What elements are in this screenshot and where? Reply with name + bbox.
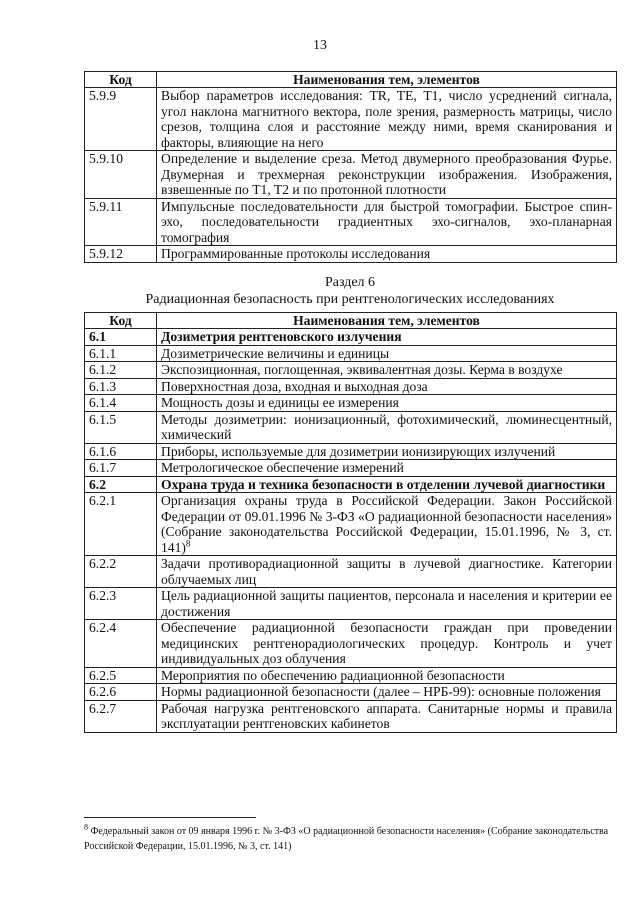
- row-text-content: Цель радиационной защиты пациентов, персонала и населения и критерии ее достижения: [161, 588, 612, 619]
- row-code: 5.9.9: [85, 88, 157, 151]
- row-text-content: Определение и выделение среза. Метод двумерного преобразования Фурье. Двумерная и трехмерная реконструкции изображения. Изображения, взвешенные по T1, T2 и по протонной плотности: [161, 151, 612, 197]
- row-code: 6.2.5: [85, 667, 157, 684]
- row-text-content: Задачи противорадиационной защиты в лучевой диагностике. Категории облучаемых лиц: [161, 556, 612, 587]
- row-text: [157, 493, 617, 556]
- row-code: 6.1.5: [85, 411, 157, 443]
- header-code: Код: [85, 313, 157, 329]
- table-row: [85, 588, 617, 620]
- section-subtitle: Радиационная безопасность при рентгенологических исследованиях: [145, 292, 555, 307]
- table-row: [85, 378, 617, 395]
- header-name: Наименования тем, элементов: [157, 313, 617, 329]
- row-code: 5.9.11: [85, 198, 157, 246]
- table-row: [85, 246, 617, 263]
- row-text: [157, 700, 617, 732]
- row-text-content: Приборы, используемые для дозиметрии ионизирующих излучений: [161, 443, 556, 459]
- row-text-content: Мероприятия по обеспечению радиационной безопасности: [161, 667, 505, 683]
- footnote-mark: 8: [84, 822, 88, 832]
- row-text: [157, 345, 617, 362]
- row-text-content: Программированные протоколы исследования: [161, 246, 431, 261]
- table-row: [85, 411, 617, 443]
- table-row: [85, 460, 617, 477]
- table-header-row: [85, 72, 617, 88]
- row-code: 6.2.2: [85, 556, 157, 588]
- row-text: [157, 395, 617, 412]
- header-name: Наименования тем, элементов: [157, 72, 617, 88]
- table-row: [85, 684, 617, 701]
- header-code: Код: [85, 72, 157, 88]
- page-number: 13: [313, 38, 327, 53]
- row-text: [157, 411, 617, 443]
- table-row: [85, 443, 617, 460]
- footnote: [84, 824, 624, 854]
- row-text: [157, 620, 617, 668]
- row-text: [157, 460, 617, 477]
- row-code: 6.1.2: [85, 362, 157, 379]
- row-text: [157, 476, 617, 493]
- footnote-text: Федеральный закон от 09 января 1996 г. № 3-ФЗ «О радиационной безопасности населения» (Собрание законодательства Российской Федерации, 15.01.1996, № 3, ст. 141): [84, 826, 609, 852]
- table-row: [85, 345, 617, 362]
- row-text-content: Дозиметрия рентгеновского излучения: [161, 329, 402, 344]
- row-code: 6.1.1: [85, 345, 157, 362]
- row-text: [157, 362, 617, 379]
- table-row: [85, 493, 617, 556]
- table-row: [85, 620, 617, 668]
- footnote-ref: 8: [185, 537, 191, 548]
- row-text-content: Выбор параметров исследования: TR, TE, T1, число усреднений сигнала, угол наклона магнитного вектора, поле зрения, размерность матрицы, число срезов, толщина слоя и расстояние между ними, время сканирования и факторы, влияющие на него: [161, 88, 612, 150]
- row-code: 6.1.7: [85, 460, 157, 477]
- row-text: [157, 588, 617, 620]
- row-code: 6.2: [85, 476, 157, 493]
- row-code: 6.2.4: [85, 620, 157, 668]
- row-code: 6.2.1: [85, 493, 157, 556]
- row-text-content: Обеспечение радиационной безопасности граждан при проведении медицинских рентгенорадиологических процедур. Контроль и учет индивидуальных доз облучения: [161, 620, 612, 666]
- row-code: 6.2.3: [85, 588, 157, 620]
- row-text-content: Рабочая нагрузка рентгеновского аппарата. Санитарные нормы и правила эксплуатации рентгеновских кабинетов: [161, 700, 612, 731]
- table-row: [85, 362, 617, 379]
- row-text-content: Организация охраны труда в Российской Федерации. Закон Российской Федерации от 09.01.1996 № 3-ФЗ «О радиационной безопасности населения» (Собрание законодательства Российской Федерации, 15.01.1996, № 3, ст. 141): [161, 493, 612, 555]
- row-text: [157, 556, 617, 588]
- table-row: [85, 395, 617, 412]
- table-row: [85, 329, 617, 346]
- row-text: [157, 443, 617, 460]
- row-code: 6.1.3: [85, 378, 157, 395]
- row-text: [157, 329, 617, 346]
- row-text-content: Импульсные последовательности для быстрой томографии. Быстрое спин-эхо, последовательности градиентных эхо-сигналов, эхо-планарная томография: [161, 198, 612, 245]
- table-row: [85, 667, 617, 684]
- topics-table-section-5: [84, 71, 617, 263]
- table-row: [85, 198, 617, 246]
- topics-table-section-6: [84, 312, 617, 733]
- row-text-content: Метрологическое обеспечение измерений: [161, 460, 404, 475]
- row-text: [157, 246, 617, 263]
- row-code: 6.1.4: [85, 395, 157, 412]
- row-text-content: Дозиметрические величины и единицы: [161, 345, 390, 361]
- row-code: 6.2.6: [85, 684, 157, 701]
- row-code: 6.2.7: [85, 700, 157, 732]
- table-header-row: [85, 313, 617, 329]
- table-row: [85, 151, 617, 199]
- table-row: [85, 700, 617, 732]
- footnote-divider: [84, 817, 256, 818]
- table-row: [85, 476, 617, 493]
- row-text: [157, 151, 617, 199]
- row-text-content: Поверхностная доза, входная и выходная доза: [161, 378, 428, 394]
- row-text-content: Методы дозиметрии: ионизационный, фотохимический, люминесцентный, химический: [161, 411, 612, 442]
- row-text: [157, 198, 617, 246]
- row-text: [157, 88, 617, 151]
- row-code: 6.1: [85, 329, 157, 346]
- row-code: 5.9.10: [85, 151, 157, 199]
- section-title: Раздел 6: [324, 275, 376, 290]
- row-text-content: Экспозиционная, поглощенная, эквивалентная дозы. Керма в воздухе: [161, 362, 563, 377]
- row-code: 6.1.6: [85, 443, 157, 460]
- row-text-content: Охрана труда и техника безопасности в отделении лучевой диагностики: [161, 476, 606, 492]
- row-text: [157, 667, 617, 684]
- row-code: 5.9.12: [85, 246, 157, 263]
- row-text: [157, 684, 617, 701]
- row-text-content: Нормы радиационной безопасности (далее – НРБ-99): основные положения: [161, 684, 601, 699]
- table-row: [85, 88, 617, 151]
- table-row: [85, 556, 617, 588]
- row-text-content: Мощность дозы и единицы ее измерения: [161, 395, 399, 410]
- row-text: [157, 378, 617, 395]
